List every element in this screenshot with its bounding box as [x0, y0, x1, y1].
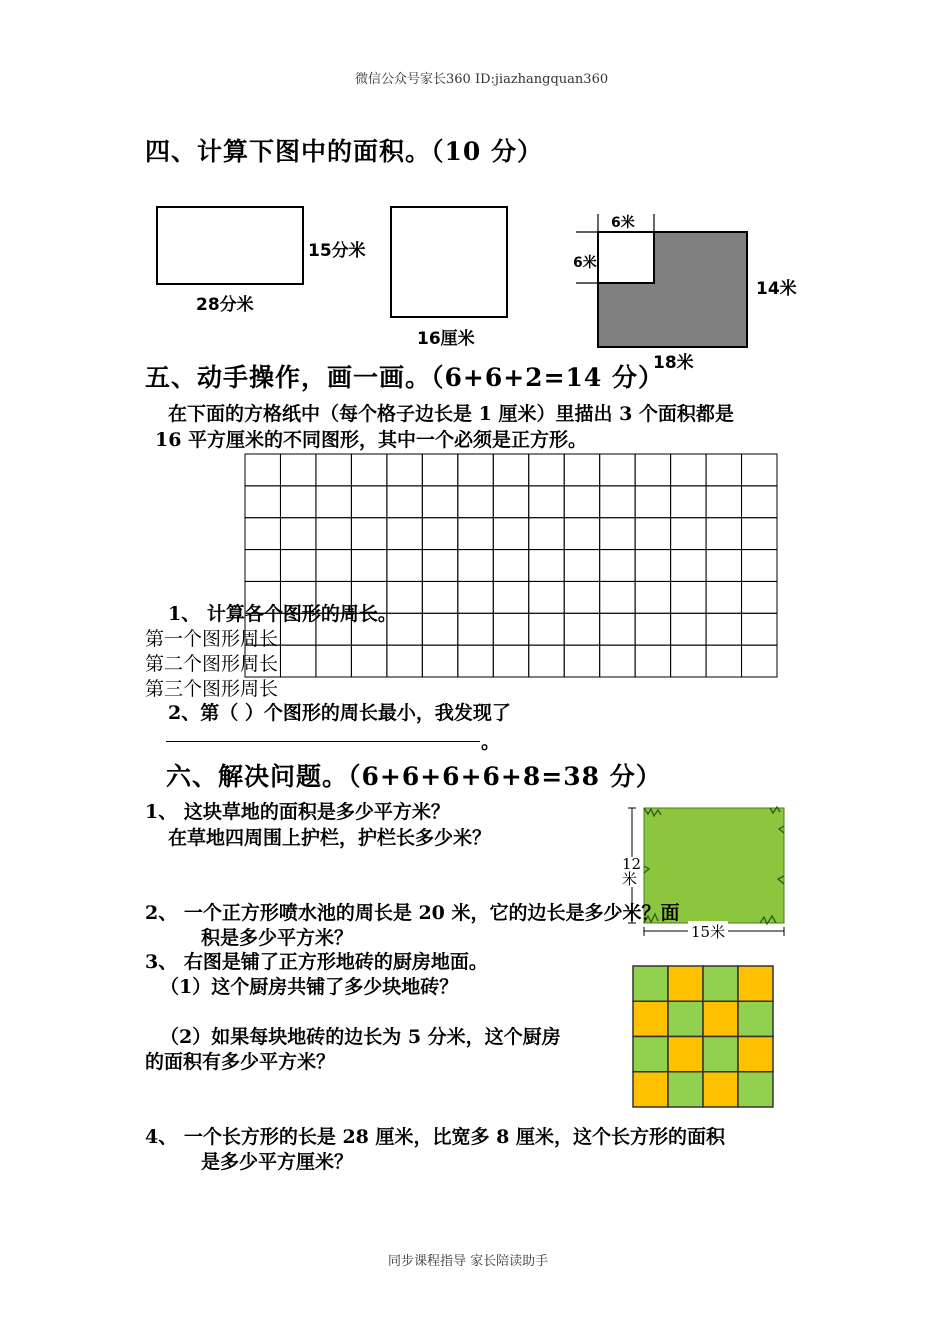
- grid-cell: [458, 454, 493, 486]
- shape-right-label: 14米: [756, 279, 797, 299]
- shape-bottom-label: 18米: [653, 353, 694, 373]
- grid-cell: [351, 454, 386, 486]
- problem4-line1: 4、 一个长方形的长是 28 厘米，比宽多 8 厘米，这个长方形的面积: [145, 1126, 725, 1148]
- grid-cell: [564, 550, 599, 582]
- grid-cell: [245, 454, 280, 486]
- grid-cell: [422, 550, 457, 582]
- floor-tile: [738, 1037, 773, 1072]
- problem3-line1: 3、 右图是铺了正方形地砖的厨房地面。: [145, 951, 488, 973]
- grid-cell: [706, 486, 741, 518]
- grid-cell: [493, 613, 528, 645]
- grid-cell: [564, 518, 599, 550]
- grid-cell: [706, 550, 741, 582]
- q2-period: 。: [481, 731, 501, 753]
- grid-cell: [422, 613, 457, 645]
- grid-cell: [600, 581, 635, 613]
- rect-width-label: 28分米: [196, 295, 254, 315]
- q1-text: 1、 计算各个图形的周长。: [168, 603, 397, 625]
- grid-cell: [529, 454, 564, 486]
- grid-cell: [387, 550, 422, 582]
- grid-cell: [245, 550, 280, 582]
- grid-cell: [706, 454, 741, 486]
- grid-cell: [280, 486, 315, 518]
- grid-cell: [387, 518, 422, 550]
- lawn-height-label: 12米: [622, 855, 642, 888]
- section4-title: 四、计算下图中的面积。（10 分）: [145, 137, 543, 166]
- grid-cell: [458, 486, 493, 518]
- grid-cell: [529, 645, 564, 677]
- grid-cell: [529, 518, 564, 550]
- grid-cell: [422, 454, 457, 486]
- grid-cell: [351, 645, 386, 677]
- floor-tile: [703, 1001, 738, 1036]
- grid-cell: [245, 486, 280, 518]
- rect-height-label: 15分米: [308, 241, 366, 261]
- grid-cell: [280, 550, 315, 582]
- problem1-line2: 在草地四周围上护栏，护栏长多少米？: [168, 827, 492, 849]
- problem2-line1: 2、 一个正方形喷水池的周长是 20 米，它的边长是多少米？面: [145, 902, 680, 924]
- grid-cell: [600, 613, 635, 645]
- grid-cell: [742, 518, 777, 550]
- perimeter-line-3: 第三个图形周长: [145, 678, 279, 700]
- grid-cell: [671, 486, 706, 518]
- grid-cell: [706, 518, 741, 550]
- grid-cell: [635, 550, 670, 582]
- notch-outline: [598, 232, 654, 283]
- grid-cell: [387, 454, 422, 486]
- grid-cell: [316, 486, 351, 518]
- kitchen-tile-floor: [632, 965, 774, 1108]
- grid-cell: [600, 550, 635, 582]
- square-grid-paper[interactable]: [244, 453, 778, 678]
- section6-title: 六、解决问题。（6+6+6+6+8=38 分）: [166, 762, 662, 791]
- grid-cell: [458, 550, 493, 582]
- floor-tile: [668, 966, 703, 1001]
- floor-tile: [703, 1037, 738, 1072]
- problem3-q2-line1: （2）如果每块地砖的边长为 5 分米，这个厨房: [160, 1026, 561, 1048]
- grid-cell: [316, 454, 351, 486]
- grid-cell: [351, 518, 386, 550]
- grid-cell: [422, 518, 457, 550]
- grid-cell: [493, 518, 528, 550]
- grid-cell: [422, 645, 457, 677]
- grid-cell: [742, 550, 777, 582]
- grid-cell: [600, 518, 635, 550]
- grid-cell: [458, 613, 493, 645]
- floor-tile: [633, 1072, 668, 1107]
- grid-cell: [458, 581, 493, 613]
- problem4-line2: 是多少平方厘米？: [201, 1151, 354, 1173]
- grid-cell: [635, 518, 670, 550]
- notch-left-label: 6米: [573, 255, 597, 271]
- problem2-line2: 积是多少平方米？: [201, 927, 354, 949]
- grid-cell: [706, 645, 741, 677]
- rectangle-figure: [156, 206, 304, 285]
- grid-cell: [387, 486, 422, 518]
- grid-cell: [529, 550, 564, 582]
- grid-cell: [387, 645, 422, 677]
- shaded-region: [598, 232, 747, 347]
- grid-cell: [245, 518, 280, 550]
- grid-cell: [493, 645, 528, 677]
- floor-tile: [633, 1037, 668, 1072]
- page-header: 微信公众号家长360 ID:jiazhangquan360: [355, 72, 609, 87]
- grid-cell: [706, 613, 741, 645]
- grid-cell: [458, 645, 493, 677]
- grid-cell: [671, 454, 706, 486]
- floor-tile: [738, 966, 773, 1001]
- grid-cell: [529, 613, 564, 645]
- grid-cell: [493, 454, 528, 486]
- grid-cell: [671, 613, 706, 645]
- grid-cell: [742, 581, 777, 613]
- floor-tile: [633, 1001, 668, 1036]
- section5-title: 五、动手操作，画一画。（6+6+2=14 分）: [145, 363, 665, 392]
- problem3-q1: （1）这个厨房共铺了多少块地砖？: [160, 976, 459, 998]
- grid-cell: [493, 550, 528, 582]
- grid-cell: [671, 518, 706, 550]
- grid-cell: [671, 550, 706, 582]
- grid-cell: [742, 486, 777, 518]
- grid-cell: [529, 581, 564, 613]
- grid-cell: [600, 454, 635, 486]
- floor-tile: [633, 966, 668, 1001]
- floor-tile: [738, 1072, 773, 1107]
- page-footer: 同步课程指导 家长陪读助手: [388, 1254, 549, 1269]
- grid-cell: [351, 550, 386, 582]
- grid-cell: [635, 454, 670, 486]
- grid-cell: [635, 613, 670, 645]
- grid-cell: [280, 518, 315, 550]
- grid-cell: [706, 581, 741, 613]
- grid-cell: [742, 645, 777, 677]
- grid-cell: [493, 581, 528, 613]
- grid-cell: [564, 613, 599, 645]
- floor-tile: [703, 966, 738, 1001]
- lawn-width-label: 15米: [688, 921, 728, 942]
- grid-cell: [564, 454, 599, 486]
- section5-intro-line1: 在下面的方格纸中（每个格子边长是 1 厘米）里描出 3 个面积都是: [168, 403, 734, 425]
- grid-cell: [564, 486, 599, 518]
- floor-tile: [738, 1001, 773, 1036]
- floor-tile: [668, 1001, 703, 1036]
- grid-cell: [635, 581, 670, 613]
- grid-cell: [671, 645, 706, 677]
- grid-cell: [316, 550, 351, 582]
- grid-cell: [316, 518, 351, 550]
- grid-cell: [635, 645, 670, 677]
- notch-top-label: 6米: [611, 215, 635, 231]
- grid-cell: [458, 518, 493, 550]
- grid-cell: [635, 486, 670, 518]
- perimeter-line-1: 第一个图形周长: [145, 628, 279, 650]
- grid-cell: [422, 581, 457, 613]
- grid-cell: [742, 454, 777, 486]
- grid-cell: [529, 486, 564, 518]
- q2-text: 2、第（ ）个图形的周长最小，我发现了: [168, 702, 511, 724]
- grid-cell: [493, 486, 528, 518]
- floor-tile: [703, 1072, 738, 1107]
- grid-cell: [600, 645, 635, 677]
- problem3-q2-line2: 的面积有多少平方米？: [145, 1051, 336, 1073]
- grid-cell: [422, 486, 457, 518]
- square-side-label: 16厘米: [417, 329, 475, 349]
- grid-cell: [564, 645, 599, 677]
- section5-intro-line2: 16 平方厘米的不同图形，其中一个必须是正方形。: [155, 429, 588, 451]
- floor-tile: [668, 1037, 703, 1072]
- grid-cell: [316, 645, 351, 677]
- grid-cell: [564, 581, 599, 613]
- grid-cell: [600, 486, 635, 518]
- square-figure: [390, 206, 508, 318]
- grid-cell: [280, 454, 315, 486]
- grid-cell: [671, 581, 706, 613]
- problem1-line1: 1、 这块草地的面积是多少平方米？: [145, 801, 450, 823]
- grid-cell: [280, 645, 315, 677]
- notched-rectangle-figure: [570, 210, 770, 360]
- floor-tile: [668, 1072, 703, 1107]
- grid-cell: [742, 613, 777, 645]
- perimeter-line-2: 第二个图形周长: [145, 653, 279, 675]
- grid-cell: [351, 486, 386, 518]
- answer-blank-line[interactable]: [166, 741, 480, 742]
